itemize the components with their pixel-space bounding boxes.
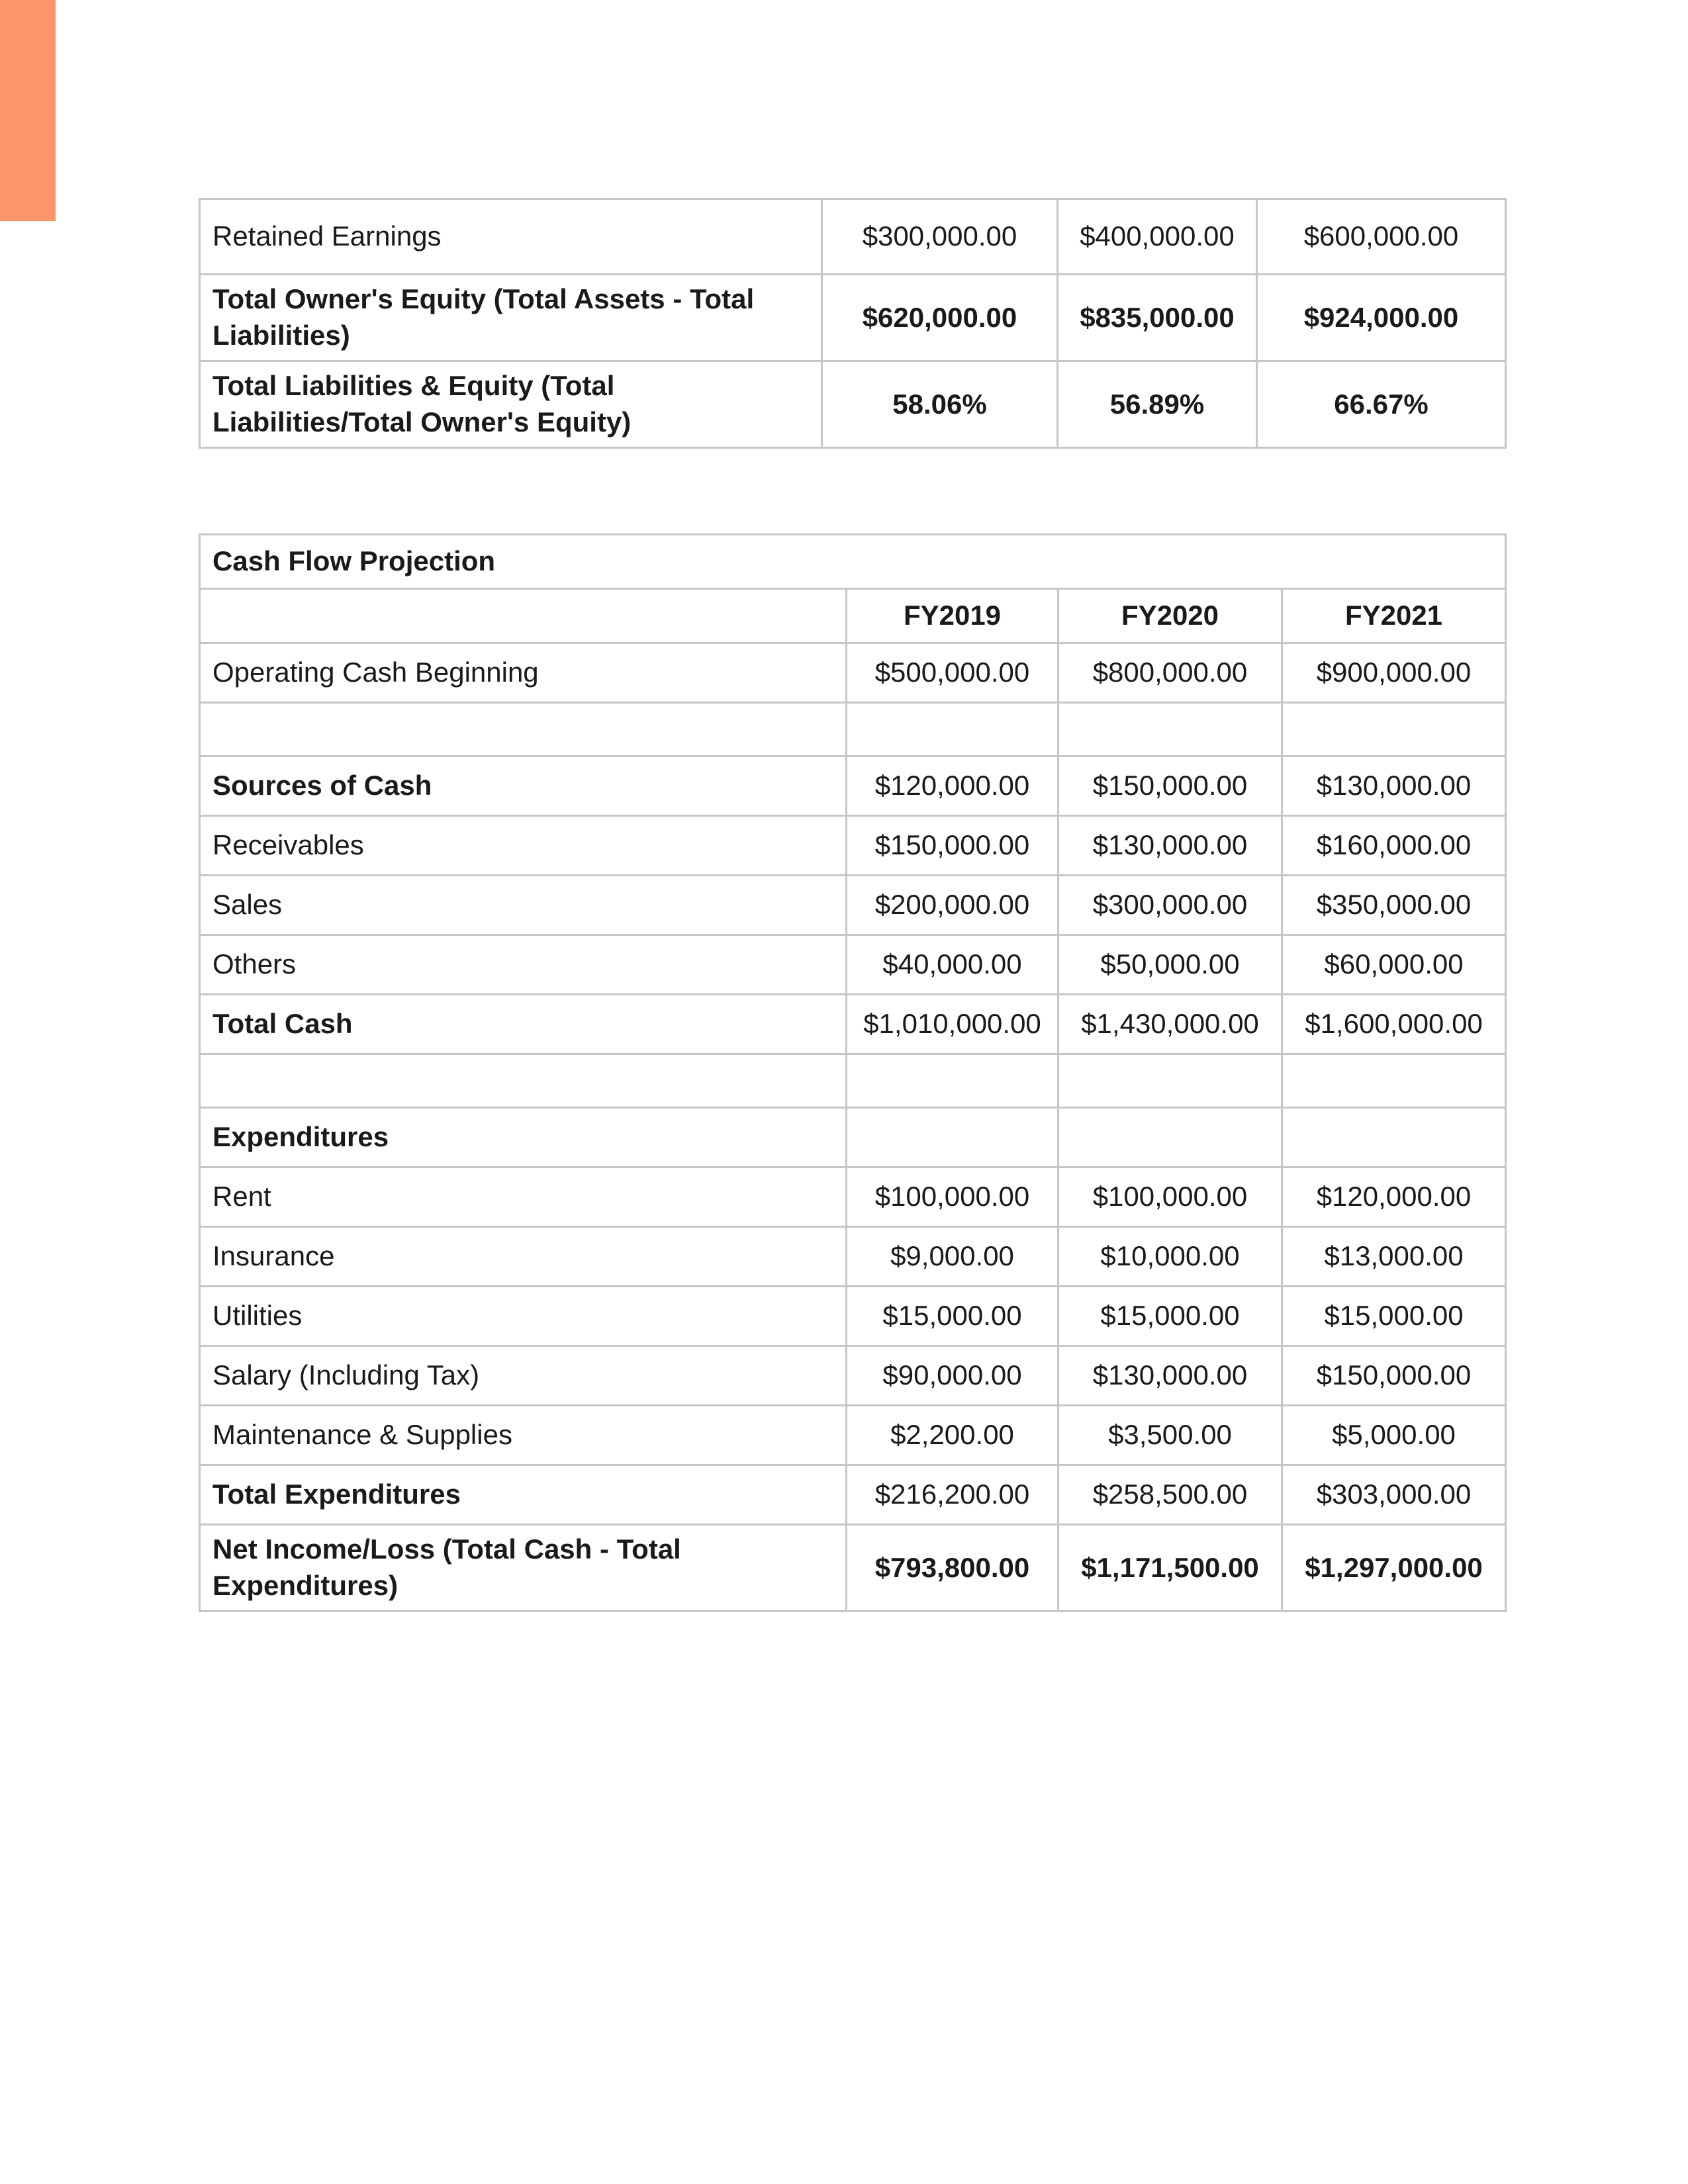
blank-row	[200, 1054, 1506, 1108]
table-row	[200, 1108, 1506, 1167]
value-cell: $1,297,000.00	[1282, 1525, 1506, 1612]
value-cell: $5,000.00	[1282, 1406, 1506, 1465]
value-cell: $150,000.00	[847, 816, 1058, 876]
column-header: FY2020	[1058, 589, 1282, 643]
value-cell: $150,000.00	[1058, 756, 1282, 816]
value-cell: $2,200.00	[847, 1406, 1058, 1465]
value-cell: $100,000.00	[1058, 1167, 1282, 1227]
row-label: Total Liabilities & Equity (Total Liabilities/Total Owner's Equity)	[200, 361, 822, 448]
table-row	[200, 1406, 1506, 1465]
value-cell: $300,000.00	[822, 199, 1058, 275]
value-cell: $216,200.00	[847, 1465, 1058, 1525]
row-label: Expenditures	[200, 1108, 847, 1167]
value-cell: $303,000.00	[1282, 1465, 1506, 1525]
value-cell: $1,010,000.00	[847, 995, 1058, 1054]
row-label: Net Income/Loss (Total Cash - Total Expenditures)	[200, 1525, 847, 1612]
table-title-row	[200, 535, 1506, 589]
table-row	[200, 361, 1506, 448]
table-row	[200, 1465, 1506, 1525]
row-label	[200, 703, 847, 756]
accent-bar	[0, 0, 56, 221]
value-cell: $3,500.00	[1058, 1406, 1282, 1465]
table-row	[200, 816, 1506, 876]
row-label: Total Cash	[200, 995, 847, 1054]
value-cell	[1058, 703, 1282, 756]
value-cell	[847, 1054, 1058, 1108]
table-row	[200, 1287, 1506, 1346]
value-cell: $350,000.00	[1282, 876, 1506, 935]
value-cell: $1,171,500.00	[1058, 1525, 1282, 1612]
row-label: Total Owner's Equity (Total Assets - Total Liabilities)	[200, 275, 822, 361]
table-row	[200, 935, 1506, 995]
value-cell: $200,000.00	[847, 876, 1058, 935]
value-cell	[1058, 1054, 1282, 1108]
row-label	[200, 1054, 847, 1108]
cash-flow-projection-table	[199, 533, 1507, 1612]
row-label: Rent	[200, 1167, 847, 1227]
row-label: Utilities	[200, 1287, 847, 1346]
table-row	[200, 995, 1506, 1054]
value-cell: $400,000.00	[1058, 199, 1257, 275]
row-label: Salary (Including Tax)	[200, 1346, 847, 1406]
value-cell	[1282, 1108, 1506, 1167]
table-row	[200, 199, 1506, 275]
table-row	[200, 275, 1506, 361]
value-cell: $900,000.00	[1282, 643, 1506, 703]
value-cell: $15,000.00	[847, 1287, 1058, 1346]
value-cell: $160,000.00	[1282, 816, 1506, 876]
table-row	[200, 1227, 1506, 1287]
row-label: Retained Earnings	[200, 199, 822, 275]
value-cell	[847, 1108, 1058, 1167]
value-cell: $50,000.00	[1058, 935, 1282, 995]
value-cell: $500,000.00	[847, 643, 1058, 703]
value-cell: $600,000.00	[1257, 199, 1506, 275]
value-cell: $800,000.00	[1058, 643, 1282, 703]
value-cell	[847, 703, 1058, 756]
value-cell: $130,000.00	[1058, 816, 1282, 876]
value-cell: $130,000.00	[1282, 756, 1506, 816]
value-cell: $1,600,000.00	[1282, 995, 1506, 1054]
value-cell: $120,000.00	[1282, 1167, 1506, 1227]
value-cell	[1282, 1054, 1506, 1108]
value-cell: 66.67%	[1257, 361, 1506, 448]
owners-equity-table	[199, 198, 1507, 449]
row-label: Insurance	[200, 1227, 847, 1287]
value-cell: $150,000.00	[1282, 1346, 1506, 1406]
value-cell: $620,000.00	[822, 275, 1058, 361]
column-header: FY2021	[1282, 589, 1506, 643]
value-cell: $100,000.00	[847, 1167, 1058, 1227]
header-blank-cell	[200, 589, 847, 643]
value-cell: $924,000.00	[1257, 275, 1506, 361]
value-cell	[1282, 703, 1506, 756]
value-cell: $9,000.00	[847, 1227, 1058, 1287]
value-cell: $40,000.00	[847, 935, 1058, 995]
table-row	[200, 1346, 1506, 1406]
value-cell: $793,800.00	[847, 1525, 1058, 1612]
table-row	[200, 1525, 1506, 1612]
value-cell: $1,430,000.00	[1058, 995, 1282, 1054]
value-cell	[1058, 1108, 1282, 1167]
column-header: FY2019	[847, 589, 1058, 643]
value-cell: 58.06%	[822, 361, 1058, 448]
value-cell: $90,000.00	[847, 1346, 1058, 1406]
table-header-row	[200, 589, 1506, 643]
blank-row	[200, 703, 1506, 756]
row-label: Sales	[200, 876, 847, 935]
value-cell: $300,000.00	[1058, 876, 1282, 935]
value-cell: $835,000.00	[1058, 275, 1257, 361]
row-label: Receivables	[200, 816, 847, 876]
value-cell: $120,000.00	[847, 756, 1058, 816]
row-label: Total Expenditures	[200, 1465, 847, 1525]
table-row	[200, 756, 1506, 816]
table-row	[200, 643, 1506, 703]
value-cell: 56.89%	[1058, 361, 1257, 448]
value-cell: $130,000.00	[1058, 1346, 1282, 1406]
row-label: Sources of Cash	[200, 756, 847, 816]
value-cell: $13,000.00	[1282, 1227, 1506, 1287]
value-cell: $258,500.00	[1058, 1465, 1282, 1525]
value-cell: $15,000.00	[1282, 1287, 1506, 1346]
row-label: Maintenance & Supplies	[200, 1406, 847, 1465]
table-row	[200, 1167, 1506, 1227]
table-row	[200, 876, 1506, 935]
table-title: Cash Flow Projection	[200, 535, 1506, 589]
value-cell: $10,000.00	[1058, 1227, 1282, 1287]
row-label: Others	[200, 935, 847, 995]
row-label: Operating Cash Beginning	[200, 643, 847, 703]
value-cell: $60,000.00	[1282, 935, 1506, 995]
value-cell: $15,000.00	[1058, 1287, 1282, 1346]
